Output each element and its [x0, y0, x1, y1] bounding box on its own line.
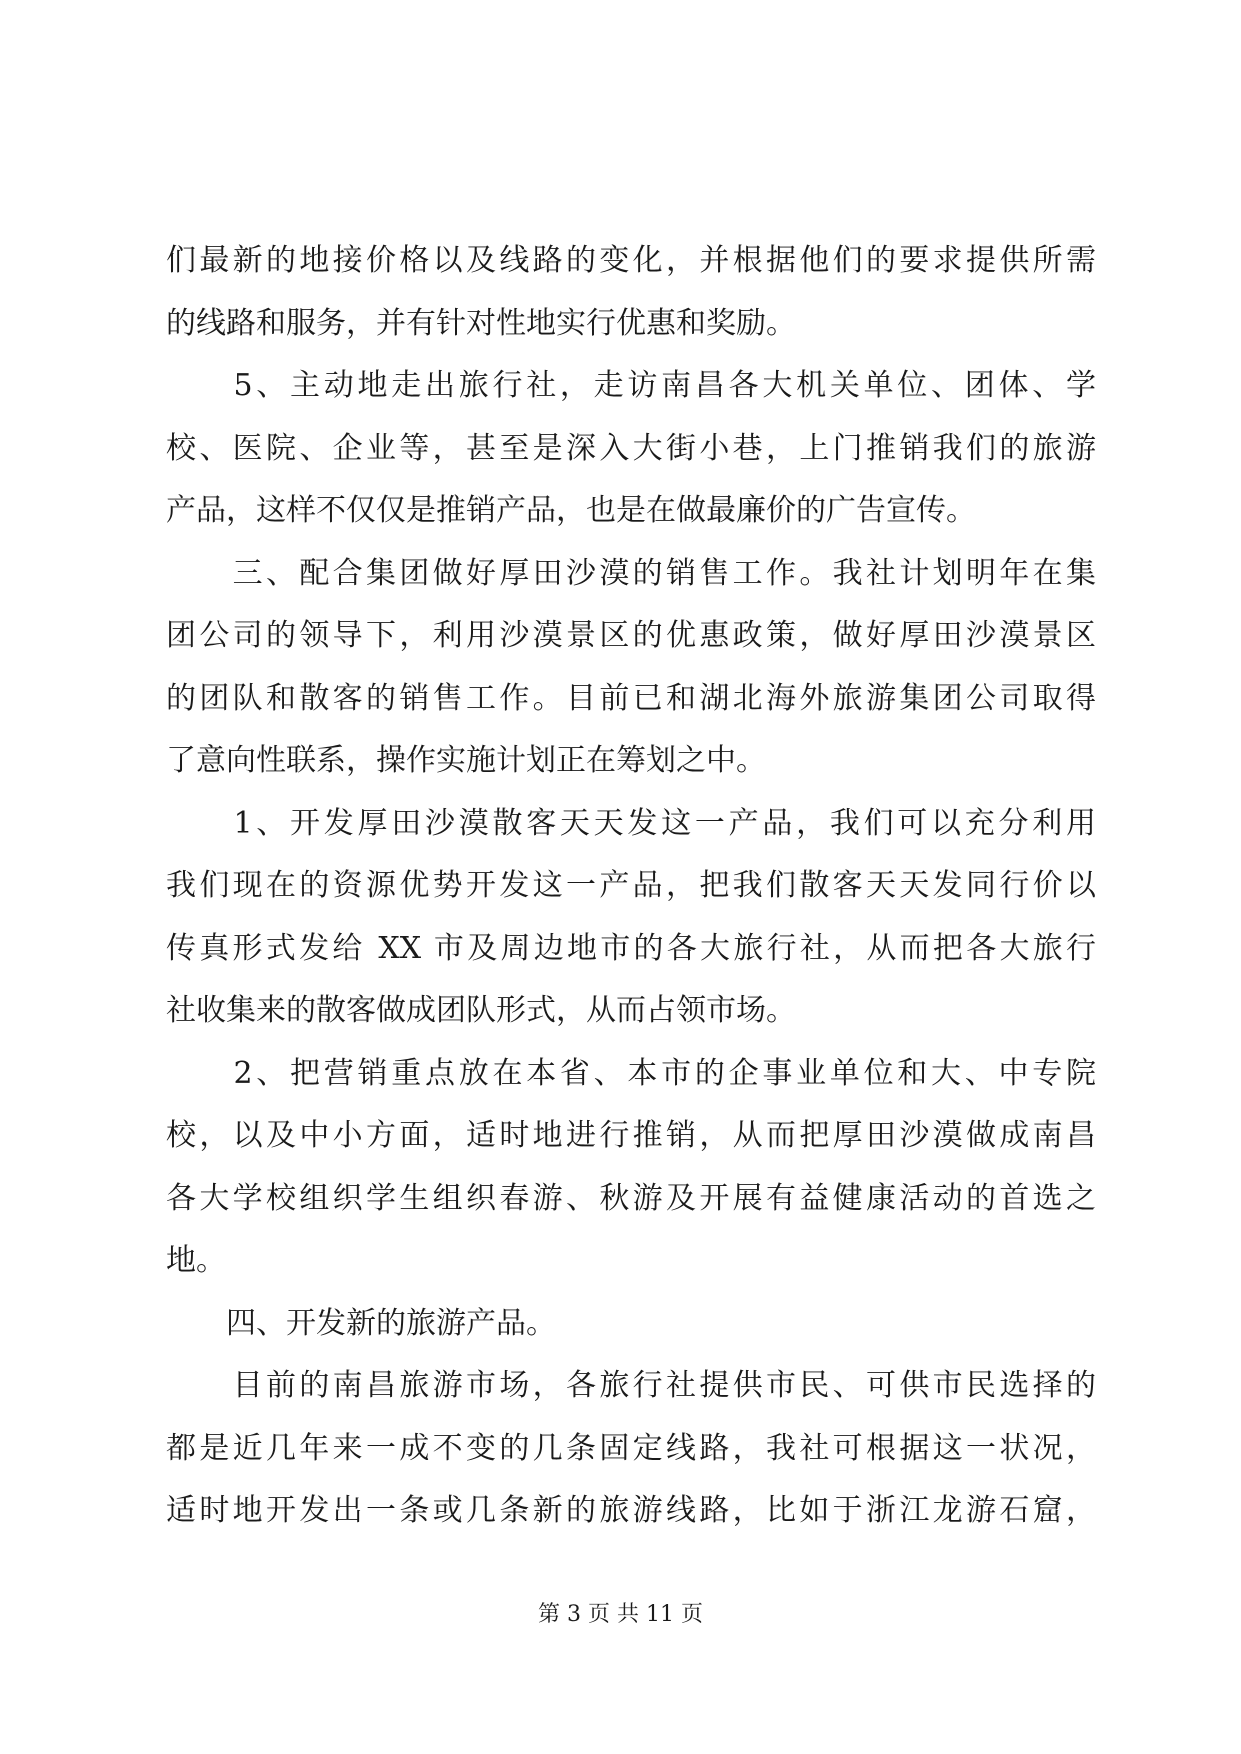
text-line: 地。 — [166, 1243, 226, 1278]
text-line: 各大学校组织学生组织春游、秋游及开展有益健康活动的首选之 — [166, 1180, 1096, 1216]
page-number-footer: 第 3 页 共 11 页 — [538, 1602, 703, 1627]
text-line: 我们现在的资源优势开发这一产品，把我们散客天天发同行价以 — [166, 868, 1096, 903]
text-line: 的团队和散客的销售工作。目前已和湖北海外旅游集团公司取得 — [166, 680, 1096, 716]
text-line: 适时地开发出一条或几条新的旅游线路，比如于浙江龙游石窟， — [166, 1493, 1096, 1528]
text-line: 团公司的领导下，利用沙漠景区的优惠政策，做好厚田沙漠景区 — [166, 618, 1096, 653]
document-body — [166, 230, 1096, 1543]
text-line: 都是近几年来一成不变的几条固定线路，我社可根据这一状况， — [166, 1430, 1096, 1466]
text-line: 5、主动地走出旅行社，走访南昌各大机关单位、团体、学 — [166, 368, 1096, 403]
text-line: 三、配合集团做好厚田沙漠的销售工作。我社计划明年在集 — [166, 555, 1096, 591]
text-line: 产品，这样不仅仅是推销产品，也是在做最廉价的广告宣传。 — [166, 493, 976, 528]
text-line: 校、医院、企业等，甚至是深入大街小巷，上门推销我们的旅游 — [166, 430, 1096, 466]
text-line: 1、开发厚田沙漠散客天天发这一产品，我们可以充分利用 — [166, 805, 1096, 841]
text-line: 们最新的地接价格以及线路的变化，并根据他们的要求提供所需 — [166, 243, 1096, 278]
text-line: 的线路和服务，并有针对性地实行优惠和奖励。 — [166, 305, 796, 341]
text-line: 传真形式发给 XX 市及周边地市的各大旅行社，从而把各大旅行 — [166, 930, 1096, 966]
text-line: 2、把营销重点放在本省、本市的企事业单位和大、中专院 — [166, 1055, 1096, 1091]
section-heading: 四、开发新的旅游产品。 — [166, 1305, 556, 1341]
text-line: 了意向性联系，操作实施计划正在筹划之中。 — [166, 743, 766, 778]
text-line: 目前的南昌旅游市场，各旅行社提供市民、可供市民选择的 — [166, 1368, 1096, 1403]
text-line: 社收集来的散客做成团队形式，从而占领市场。 — [166, 993, 796, 1028]
text-line: 校，以及中小方面，适时地进行推销，从而把厚田沙漠做成南昌 — [166, 1118, 1096, 1153]
